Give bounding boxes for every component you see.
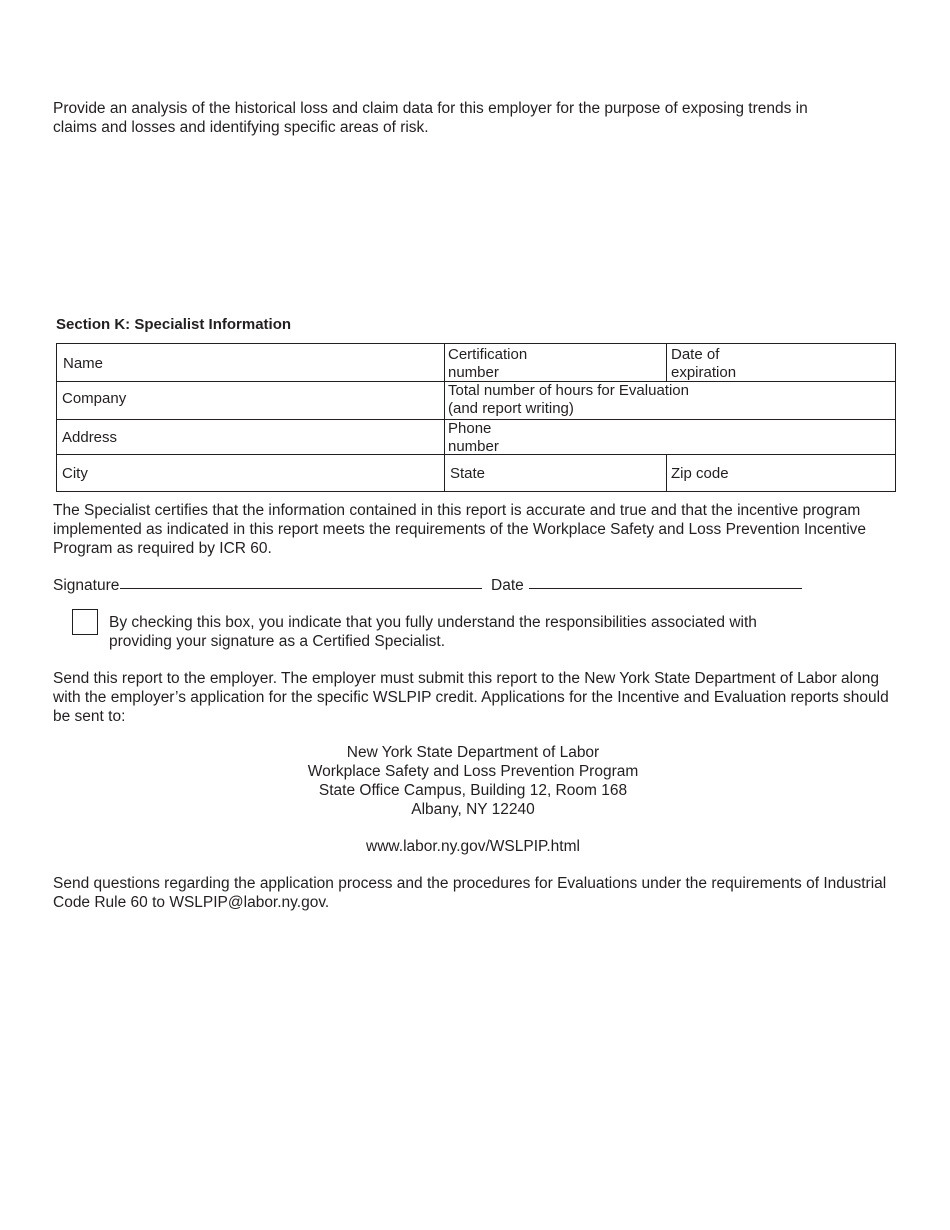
- certified-specialist-checkbox[interactable]: [72, 609, 98, 635]
- address-field[interactable]: [62, 429, 117, 447]
- certification-line: implemented as indicated in this report meets the requirements of the Workplace Safety and Loss Prevention Incentive: [53, 521, 867, 538]
- send-instructions: [53, 669, 898, 726]
- certification-line: The Specialist certifies that the information contained in this report is accurate and true and that the incentive program: [53, 502, 861, 519]
- state-label: State: [450, 465, 486, 482]
- mailing-address: [0, 743, 946, 819]
- address-line: State Office Campus, Building 12, Room 168: [318, 782, 628, 799]
- name-label: Name: [63, 355, 104, 372]
- city-field[interactable]: [62, 465, 88, 483]
- website-link[interactable]: www.labor.ny.gov/WSLPIP.html: [366, 838, 580, 855]
- address-line: Workplace Safety and Loss Prevention Program: [307, 763, 639, 780]
- city-label: City: [62, 465, 88, 482]
- specialist-info-table: [56, 343, 896, 492]
- intro-paragraph: [53, 99, 843, 137]
- send-instructions-line: be sent to:: [53, 708, 126, 725]
- expiration-date-label: Date of: [671, 346, 720, 363]
- checkbox-statement-line: By checking this box, you indicate that you fully understand the responsibilities associated with: [109, 614, 757, 631]
- checkbox-statement-line: providing your signature as a Certified Specialist.: [109, 633, 446, 650]
- table-column-divider: [444, 344, 445, 491]
- company-field[interactable]: [62, 390, 126, 408]
- certification-number-field[interactable]: [448, 346, 527, 382]
- send-instructions-line: with the employer’s application for the specific WSLPIP credit. Applications for the Incentive and Evaluation reports should: [53, 689, 889, 706]
- date-line[interactable]: [529, 588, 802, 589]
- address-line: New York State Department of Labor: [346, 744, 600, 761]
- intro-line: Provide an analysis of the historical loss and claim data for this employer for the purpose of exposing trends in: [53, 100, 808, 117]
- questions-paragraph: [53, 874, 898, 912]
- intro-line: claims and losses and identifying specific areas of risk.: [53, 119, 429, 136]
- signature-line[interactable]: [120, 588, 482, 589]
- certification-line: Program as required by ICR 60.: [53, 540, 272, 557]
- signature-label: Signature: [53, 577, 120, 594]
- zip-code-field[interactable]: [671, 465, 729, 483]
- phone-number-field[interactable]: [448, 420, 499, 456]
- certification-number-label: number: [448, 364, 499, 381]
- evaluation-hours-label: Total number of hours for Evaluation: [448, 382, 689, 399]
- questions-line: Code Rule 60 to WSLPIP@labor.ny.gov.: [53, 894, 330, 911]
- evaluation-hours-label: (and report writing): [448, 400, 574, 417]
- company-label: Company: [62, 390, 127, 407]
- expiration-date-field[interactable]: [671, 346, 736, 382]
- name-field[interactable]: [63, 355, 103, 373]
- phone-number-label: Phone: [448, 420, 492, 437]
- table-column-divider: [666, 344, 667, 382]
- certification-statement: [53, 501, 883, 558]
- zip-code-label: Zip code: [671, 465, 729, 482]
- send-instructions-line: Send this report to the employer. The employer must submit this report to the New York State Department of Labor along: [53, 670, 879, 687]
- certification-number-label: Certification: [448, 346, 528, 363]
- phone-number-label: number: [448, 438, 499, 455]
- expiration-date-label: expiration: [671, 364, 737, 381]
- address-line: Albany, NY 12240: [411, 801, 535, 818]
- state-field[interactable]: [450, 465, 485, 483]
- address-label: Address: [62, 429, 118, 446]
- checkbox-statement: [109, 613, 769, 651]
- section-title: Section K: Specialist Information: [56, 316, 292, 333]
- evaluation-hours-field[interactable]: [448, 382, 689, 418]
- date-label: Date: [491, 577, 524, 594]
- questions-line: Send questions regarding the application process and the procedures for Evaluations under the requirements of Industrial: [53, 875, 887, 892]
- table-column-divider: [666, 454, 667, 491]
